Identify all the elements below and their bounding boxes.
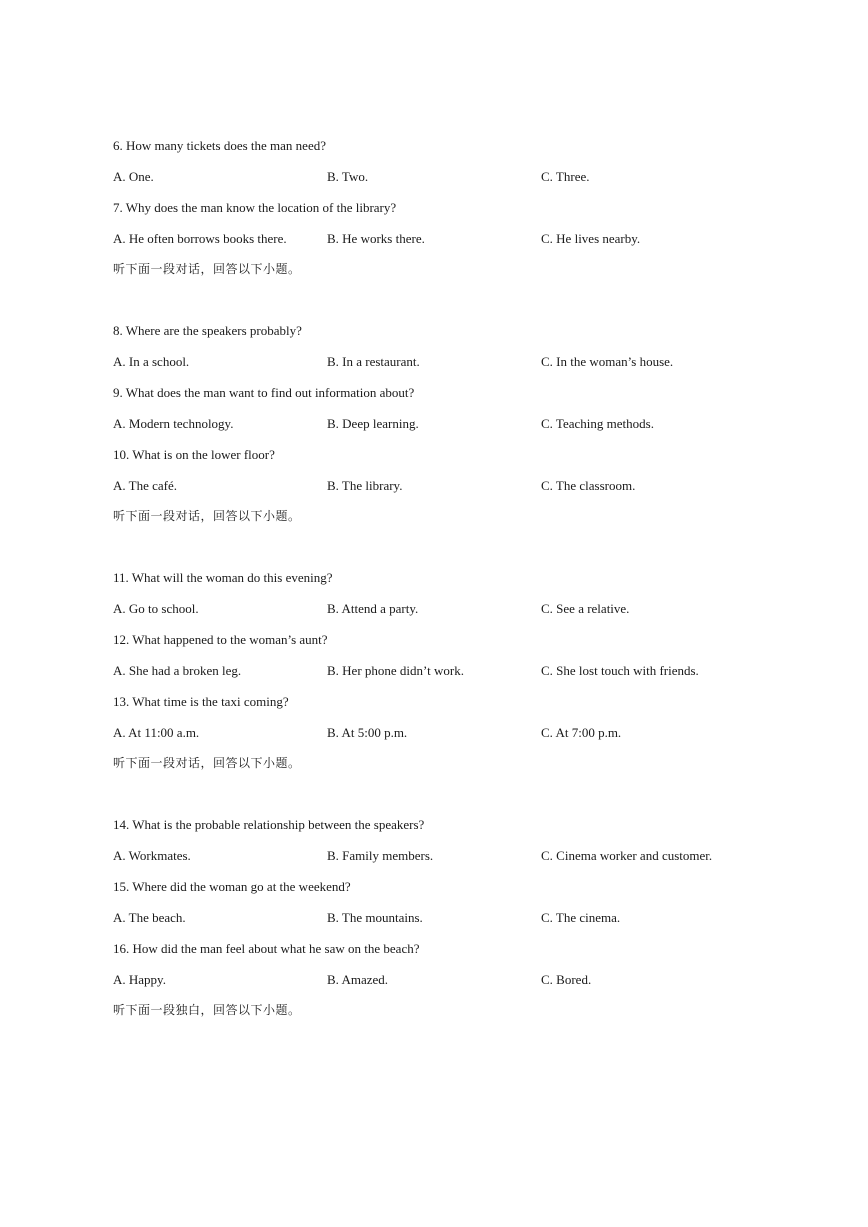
- q11-option-b: B. Attend a party.: [327, 601, 419, 616]
- q13-option-c: C. At 7:00 p.m.: [541, 725, 622, 740]
- q15-option-c: C. The cinema.: [541, 910, 621, 925]
- q16-option-a: A. Happy.: [113, 972, 166, 987]
- question-10: 10. What is on the lower floor?: [113, 447, 275, 462]
- question-15: 15. Where did the woman go at the weekend?: [113, 879, 351, 894]
- q10-option-b: B. The library.: [327, 478, 403, 493]
- q16-option-b: B. Amazed.: [327, 972, 389, 987]
- question-6: 6. How many tickets does the man need?: [113, 138, 326, 153]
- q12-option-c: C. She lost touch with friends.: [541, 663, 699, 678]
- question-13: 13. What time is the taxi coming?: [113, 694, 289, 709]
- question-9: 9. What does the man want to find out information about?: [113, 385, 415, 400]
- q13-option-b: B. At 5:00 p.m.: [327, 725, 408, 740]
- question-7: 7. Why does the man know the location of the library?: [113, 200, 397, 215]
- q10-option-c: C. The classroom.: [541, 478, 636, 493]
- q8-option-a: A. In a school.: [113, 354, 190, 369]
- q9-option-b: B. Deep learning.: [327, 416, 419, 431]
- q11-option-c: C. See a relative.: [541, 601, 630, 616]
- q7-option-c: C. He lives nearby.: [541, 231, 641, 246]
- instruction-monologue: 听下面一段独白，回答以下小题。: [113, 1003, 301, 1017]
- instruction-dialogue-3: 听下面一段对话，回答以下小题。: [113, 756, 301, 770]
- q9-option-a: A. Modern technology.: [113, 416, 234, 431]
- q7-option-a: A. He often borrows books there.: [113, 231, 287, 246]
- q8-option-c: C. In the woman’s house.: [541, 354, 674, 369]
- instruction-dialogue-2: 听下面一段对话，回答以下小题。: [113, 509, 301, 523]
- q10-option-a: A. The café.: [113, 478, 178, 493]
- question-16: 16. How did the man feel about what he saw on the beach?: [113, 941, 420, 956]
- q16-option-c: C. Bored.: [541, 972, 592, 987]
- q6-option-c: C. Three.: [541, 169, 590, 184]
- q12-option-a: A. She had a broken leg.: [113, 663, 242, 678]
- q7-option-b: B. He works there.: [327, 231, 425, 246]
- question-12: 12. What happened to the woman’s aunt?: [113, 632, 328, 647]
- question-8: 8. Where are the speakers probably?: [113, 323, 302, 338]
- q8-option-b: B. In a restaurant.: [327, 354, 420, 369]
- q14-option-c: C. Cinema worker and customer.: [541, 848, 713, 863]
- q15-option-b: B. The mountains.: [327, 910, 423, 925]
- q14-option-a: A. Workmates.: [113, 848, 191, 863]
- q11-option-a: A. Go to school.: [113, 601, 199, 616]
- q14-option-b: B. Family members.: [327, 848, 434, 863]
- q15-option-a: A. The beach.: [113, 910, 186, 925]
- instruction-dialogue-1: 听下面一段对话，回答以下小题。: [113, 262, 301, 276]
- question-14: 14. What is the probable relationship between the speakers?: [113, 817, 425, 832]
- question-11: 11. What will the woman do this evening?: [113, 570, 333, 585]
- q13-option-a: A. At 11:00 a.m.: [113, 725, 200, 740]
- q6-option-b: B. Two.: [327, 169, 369, 184]
- q9-option-c: C. Teaching methods.: [541, 416, 654, 431]
- q12-option-b: B. Her phone didn’t work.: [327, 663, 464, 678]
- q6-option-a: A. One.: [113, 169, 154, 184]
